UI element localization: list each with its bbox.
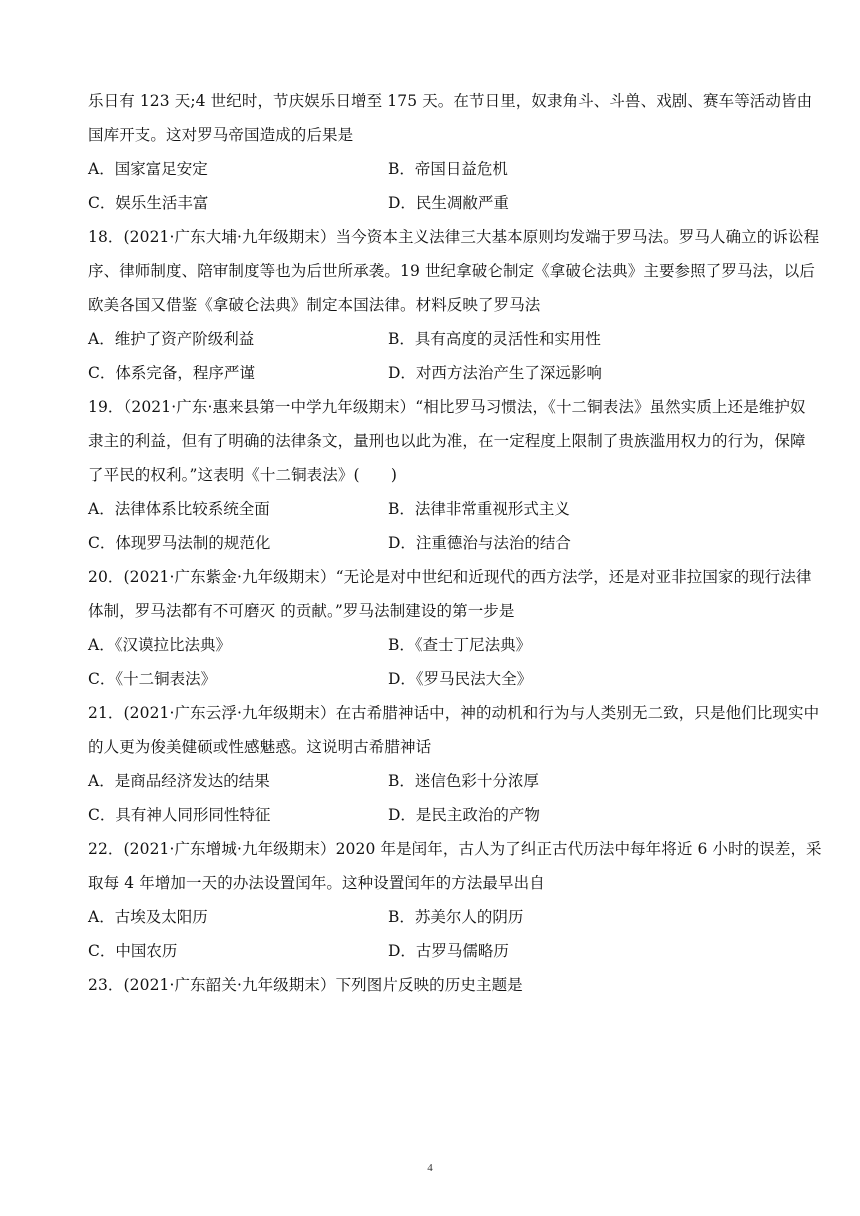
question-20-text-line: 体制，罗马法都有不可磨灭 的贡献。”罗马法制建设的第一步是 <box>88 602 515 620</box>
question-20-options-row <box>88 662 778 696</box>
question-20-options-row <box>88 628 778 662</box>
question-22-options-row <box>88 934 778 968</box>
question-18-text-line: 欧美各国又借鉴《拿破仑法典》制定本国法律。材料反映了罗马法 <box>88 296 541 314</box>
question-17-options-row <box>88 186 778 220</box>
question-21-options-row <box>88 798 778 832</box>
question-18-options-row <box>88 322 778 356</box>
question-19-text-line: 了平民的权利。”这表明《十二铜表法》( ) <box>88 466 397 484</box>
question-22-text-line: 取每 4 年增加一天的办法设置闰年。这种设置闰年的方法最早出自 <box>88 874 545 892</box>
question-18-options-row <box>88 356 778 390</box>
option-a[interactable]: A．维护了资产阶级利益 <box>88 330 255 348</box>
option-b[interactable]: B．帝国日益危机 <box>388 160 508 178</box>
option-a[interactable]: A．《汉谟拉比法典》 <box>88 636 231 654</box>
question-content <box>88 84 822 1002</box>
option-b[interactable]: B．苏美尔人的阴历 <box>388 908 524 926</box>
question-20-text-line: 20．(2021·广东紫金·九年级期末）“无论是对中世纪和近现代的西方法学，还是对亚非拉国家的现行法律 <box>88 568 812 586</box>
question-21-options-row <box>88 764 778 798</box>
question-17-options-row <box>88 152 778 186</box>
option-c[interactable]: C．体现罗马法制的规范化 <box>88 534 271 552</box>
option-c[interactable]: C．中国农历 <box>88 942 178 960</box>
option-c[interactable]: C．体系完备，程序严谨 <box>88 364 255 382</box>
option-d[interactable]: D．注重德治与法治的结合 <box>388 534 571 552</box>
option-a[interactable]: A．法律体系比较系统全面 <box>88 500 270 518</box>
option-d[interactable]: D．民生凋敝严重 <box>388 194 509 212</box>
question-18-text-line: 18．(2021·广东大埔·九年级期末）当今资本主义法律三大基本原则均发端于罗马法。罗马人确立的诉讼程 <box>88 228 820 246</box>
option-a[interactable]: A．古埃及太阳历 <box>88 908 208 926</box>
option-b[interactable]: B．《查士丁尼法典》 <box>388 636 532 654</box>
option-d[interactable]: D．对西方法治产生了深远影响 <box>388 364 602 382</box>
option-a[interactable]: A．国家富足安定 <box>88 160 208 178</box>
option-c[interactable]: C．娱乐生活丰富 <box>88 194 209 212</box>
question-17-text-line: 国库开支。这对罗马帝国造成的后果是 <box>88 126 354 144</box>
question-19-options-row <box>88 526 778 560</box>
option-c[interactable]: C．具有神人同形同性特征 <box>88 806 271 824</box>
question-19-options-row <box>88 492 778 526</box>
option-c[interactable]: C．《十二铜表法》 <box>88 670 217 688</box>
option-b[interactable]: B．具有高度的灵活性和实用性 <box>388 330 601 348</box>
question-23-text-line: 23．(2021·广东韶关·九年级期末）下列图片反映的历史主题是 <box>88 976 523 994</box>
question-19-text-line: 19．（2021·广东·惠来县第一中学九年级期末）“相比罗马习惯法，《十二铜表法》虽然实质上还是维护奴 <box>88 398 806 416</box>
question-19-text-line: 隶主的利益，但有了明确的法律条文，量刑也以此为准，在一定程度上限制了贵族滥用权力的行为，保障 <box>88 432 806 450</box>
question-22-options-row <box>88 900 778 934</box>
option-d[interactable]: D．《罗马民法大全》 <box>388 670 533 688</box>
option-a[interactable]: A．是商品经济发达的结果 <box>88 772 270 790</box>
option-d[interactable]: D．是民主政治的产物 <box>388 806 540 824</box>
page-number: 4 <box>427 1162 433 1174</box>
question-18-text-line: 序、律师制度、陪审制度等也为后世所承袭。19 世纪拿破仑制定《拿破仑法典》主要参照了罗马法，以后 <box>88 262 815 280</box>
question-21-text-line: 的人更为俊美健硕或性感魅惑。这说明古希腊神话 <box>88 738 432 756</box>
option-b[interactable]: B．迷信色彩十分浓厚 <box>388 772 539 790</box>
question-22-text-line: 22．(2021·广东增城·九年级期末）2020 年是闰年，古人为了纠正古代历法中每年将近 6 小时的误差，采 <box>88 840 822 858</box>
question-21-text-line: 21．(2021·广东云浮·九年级期末）在古希腊神话中，神的动机和行为与人类别无二致，只是他们比现实中 <box>88 704 820 722</box>
option-b[interactable]: B．法律非常重视形式主义 <box>388 500 570 518</box>
question-17-text-line: 乐日有 123 天;4 世纪时，节庆娱乐日增至 175 天。在节日里，奴隶角斗、斗兽、戏剧、赛车等活动皆由 <box>88 92 813 110</box>
option-d[interactable]: D．古罗马儒略历 <box>388 942 509 960</box>
